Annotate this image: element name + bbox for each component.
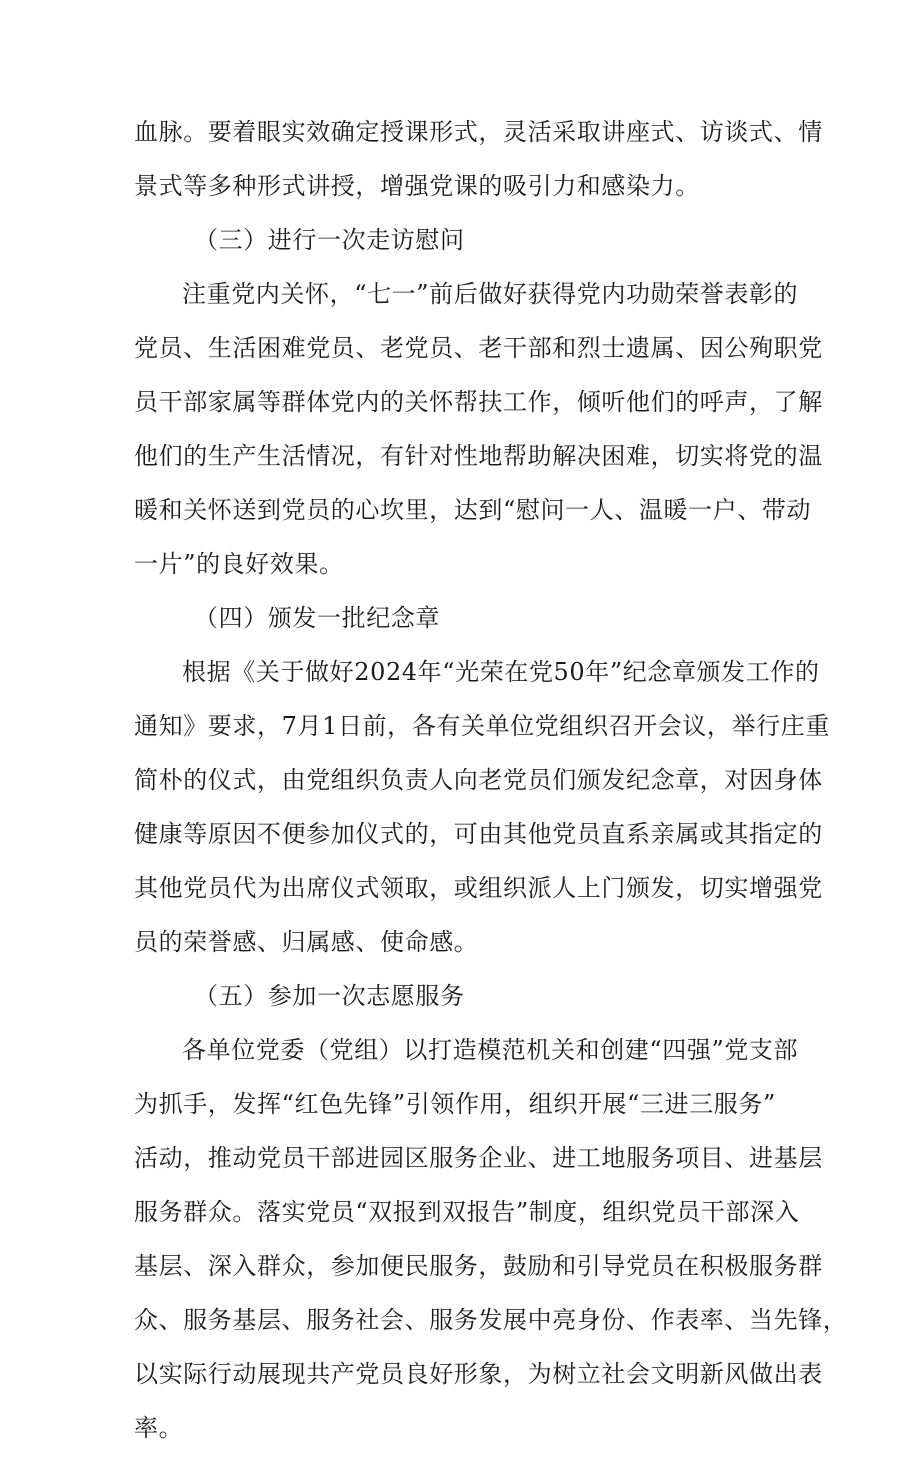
- paragraph-line: 基层、深入群众，参加便民服务，鼓励和引导党员在积极服务群: [134, 1252, 823, 1280]
- paragraph-line: 员的荣誉感、归属感、使命感。: [134, 928, 479, 956]
- section-heading-5: （五）参加一次志愿服务: [194, 982, 465, 1010]
- paragraph-line: 其他党员代为出席仪式领取，或组织派人上门颁发，切实增强党: [134, 874, 823, 902]
- paragraph-line: 服务群众。落实党员“双报到双报告”制度，组织党员干部深入: [134, 1198, 800, 1226]
- paragraph-line: 根据《关于做好2024年“光荣在党50年”纪念章颁发工作的: [182, 658, 820, 686]
- paragraph-line: 血脉。要着眼实效确定授课形式，灵活采取讲座式、访谈式、情: [134, 118, 823, 146]
- paragraph-line: 各单位党委（党组）以打造模范机关和创建“四强”党支部: [182, 1036, 799, 1064]
- paragraph-line: 为抓手，发挥“红色先锋”引领作用，组织开展“三进三服务”: [134, 1090, 776, 1118]
- section-heading-3: （三）进行一次走访慰问: [194, 226, 465, 254]
- paragraph-line: 简朴的仪式，由党组织负责人向老党员们颁发纪念章，对因身体: [134, 766, 823, 794]
- paragraph-line: 以实际行动展现共产党员良好形象，为树立社会文明新风做出表: [134, 1360, 823, 1388]
- paragraph-line: 党员、生活困难党员、老党员、老干部和烈士遗属、因公殉职党: [134, 334, 823, 362]
- paragraph-line: 活动，推动党员干部进园区服务企业、进工地服务项目、进基层: [134, 1144, 823, 1172]
- paragraph-line: 通知》要求，7月1日前，各有关单位党组织召开会议，举行庄重: [134, 712, 830, 740]
- paragraph-line: 众、服务基层、服务社会、服务发展中亮身份、作表率、当先锋，: [134, 1306, 848, 1334]
- paragraph-line: 他们的生产生活情况，有针对性地帮助解决困难，切实将党的温: [134, 442, 823, 470]
- paragraph-line: 健康等原因不便参加仪式的，可由其他党员直系亲属或其指定的: [134, 820, 823, 848]
- paragraph-line: 率。: [134, 1414, 184, 1442]
- paragraph-line: 员干部家属等群体党内的关怀帮扶工作，倾听他们的呼声，了解: [134, 388, 823, 416]
- section-heading-4: （四）颁发一批纪念章: [194, 604, 440, 632]
- paragraph-line: 一片”的良好效果。: [134, 550, 344, 578]
- paragraph-line: 景式等多种形式讲授，增强党课的吸引力和感染力。: [134, 172, 700, 200]
- paragraph-line: 注重党内关怀，“七一”前后做好获得党内功勋荣誉表彰的: [182, 280, 799, 308]
- paragraph-line: 暖和关怀送到党员的心坎里，达到“慰问一人、温暖一户、带动: [134, 496, 812, 524]
- document-body: [134, 112, 848, 1462]
